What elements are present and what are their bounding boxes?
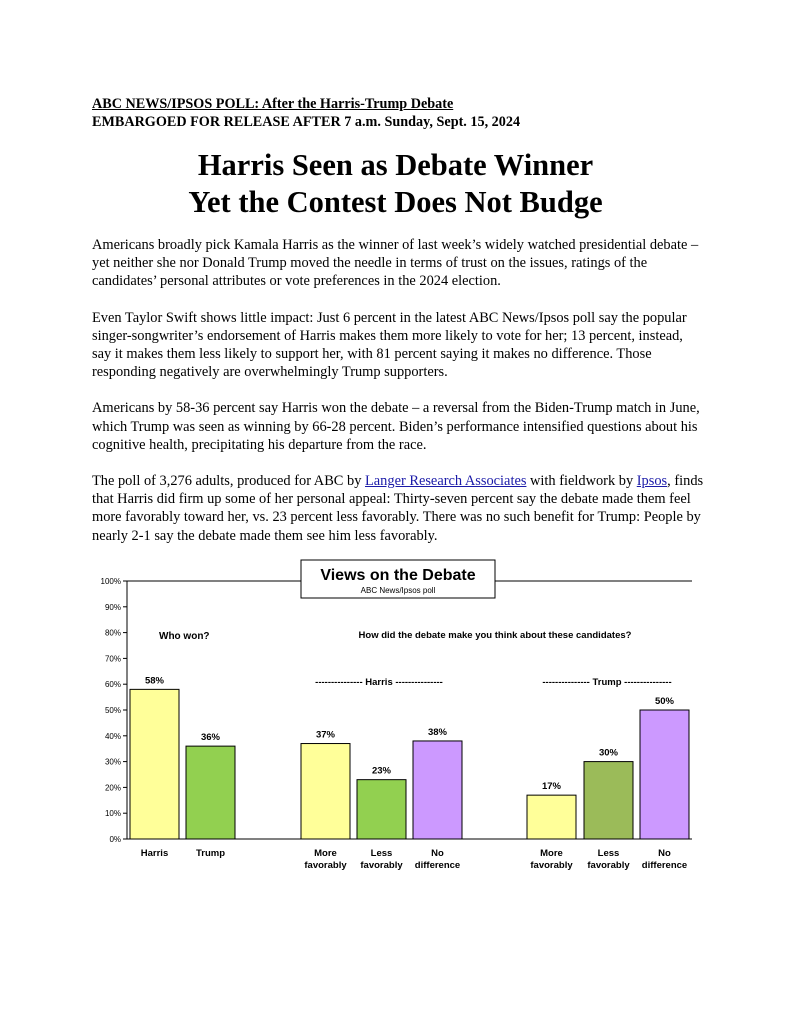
report-header [92,95,520,131]
paragraph-2: Even Taylor Swift shows little impact: Just 6 percent in the latest ABC News/Ipsos poll say the popular singer-songwriter’s endorsement of Harris makes them more likely to vote for her; 13 percent, instead, say it makes them less likely to support her, with 81 percent saying it makes no difference. Those responding negatively are overwhelmingly Trump supporters. [92,309,687,381]
y-tick-label: 30% [104,757,121,767]
x-category-label: favorably [360,860,403,871]
paragraph-4 [92,472,704,545]
x-category-label: More [540,848,563,859]
bar-value-label: 37% [315,729,336,741]
bar [584,762,633,839]
bar-value-label: 23% [371,765,392,777]
header-poll-line: ABC NEWS/IPSOS POLL: After the Harris-Trump Debate [92,96,454,112]
bar-value-label: 30% [598,747,619,759]
x-category-label: No [431,848,444,859]
bar-value-label: 36% [200,732,221,744]
paragraph-4-text-b: with fieldwork by [526,473,637,490]
chart-title: Views on the Debate [320,567,476,584]
x-category-label: favorably [530,860,573,871]
paragraph-4-text-a: The poll of 3,276 adults, produced for ABC by [92,473,365,490]
y-tick-label: 90% [104,602,121,612]
headline-line-2: Yet the Contest Does Not Budge [188,185,603,219]
headline-line-1: Harris Seen as Debate Winner [197,148,594,182]
x-category-label: favorably [587,860,630,871]
x-category-label: Trump [195,848,226,859]
x-category-label: More [314,848,337,859]
bar [186,746,235,839]
views-on-debate-chart [82,555,702,880]
trump-group-label: --------------- Trump --------------- [542,677,672,688]
x-category-label: favorably [304,860,347,871]
paragraph-3: Americans by 58-36 percent say Harris won the debate – a reversal from the Biden-Trump match in June, which Trump was seen as winning by 66-28 percent. Biden’s performance intensified questions about his cognitive health, precipitating his departure from the race. [92,400,700,453]
bar [640,710,689,839]
bar [527,795,576,839]
headline [0,147,791,221]
bar [413,741,462,839]
y-tick-label: 50% [104,706,121,715]
bar [130,689,179,839]
bar-value-label: 17% [541,781,562,793]
paragraph-1: Americans broadly pick Kamala Harris as the winner of last week’s widely watched presidential debate – yet neither she nor Donald Trump moved the needle in terms of trust on the issues, ratings of the candidates’ personal attributes or vote preferences in the 2024 election. [92,237,699,290]
paragraph-4-text-c: , finds that Harris did firm up some of her personal appeal: Thirty-seven percent say the debate made them feel more favorably toward her, vs. 23 percent less favorably. There was no such benefit for Trump: People by nearly 2-1 say the debate made them see him less favorably. [92,473,704,544]
bar-value-label: 38% [427,726,448,738]
bar [301,744,350,839]
y-tick-label: 100% [100,577,121,586]
bar [357,780,406,839]
bar-value-label: 50% [654,696,675,707]
langer-research-link[interactable]: Langer Research Associates [365,473,527,490]
bar-value-label: 58% [144,675,165,687]
question-label: How did the debate make you think about these candidates? [358,630,632,641]
x-category-label: Less [597,848,620,859]
ipsos-link[interactable]: Ipsos [636,473,668,490]
x-category-label: No [658,848,671,859]
y-tick-label: 20% [104,783,121,793]
x-category-label: Harris [140,848,169,859]
y-tick-label: 70% [104,654,121,664]
x-category-label: difference [641,860,688,871]
x-category-label: difference [414,860,461,871]
chart-subtitle: ABC News/Ipsos poll [360,586,436,595]
article-body [92,236,704,563]
who-won-label: Who won? [159,631,210,642]
y-tick-label: 10% [104,809,121,819]
harris-group-label: --------------- Harris --------------- [315,677,443,688]
y-tick-label: 80% [104,628,121,638]
y-tick-label: 60% [104,680,121,690]
y-tick-label: 0% [109,835,121,844]
header-embargo-line: EMBARGOED FOR RELEASE AFTER 7 a.m. Sunday, Sept. 15, 2024 [92,114,521,130]
y-tick-label: 40% [104,731,121,741]
x-category-label: Less [370,848,393,859]
